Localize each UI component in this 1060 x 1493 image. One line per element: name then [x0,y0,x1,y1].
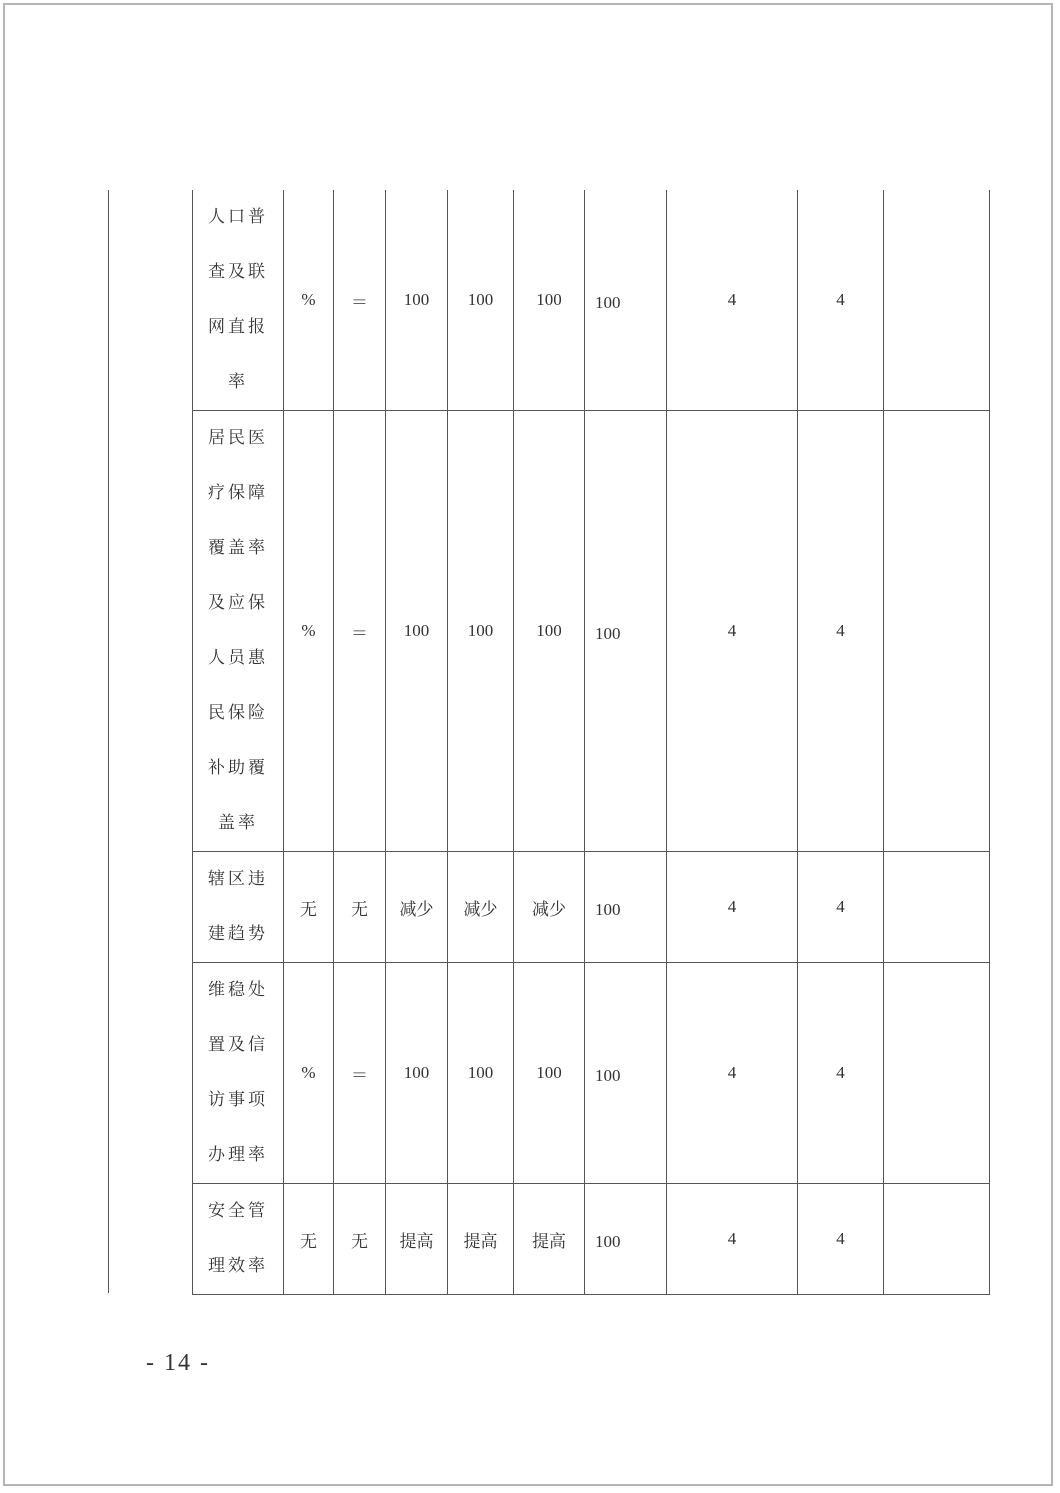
actual-value-cell: 100 [514,963,585,1184]
indicator-name-line: 辖区违 [208,869,268,889]
operator-cell: ＝ [334,963,386,1184]
weight-cell: 4 [667,852,798,963]
completion-rate-cell: 100 [585,411,667,852]
table-row [193,190,990,411]
indicator-name-line: 人员惠 [208,648,268,668]
weight-cell: 4 [667,1184,798,1295]
actual-value-cell: 减少 [514,852,585,963]
indicator-name-line: 置及信 [208,1035,268,1055]
outer-table-left-border [108,190,109,1293]
indicator-name-line: 查及联 [208,262,268,282]
target-value-cell: 100 [386,190,448,411]
target-value-cell: 100 [386,963,448,1184]
note-cell [884,852,990,963]
indicator-name-line: 盖率 [218,813,258,833]
unit-cell: % [284,411,334,852]
table-row [193,963,990,1184]
note-cell [884,411,990,852]
indicator-name-line: 维稳处 [208,980,268,1000]
unit-cell: % [284,190,334,411]
weight-cell: 4 [667,411,798,852]
indicator-name-line: 网直报 [208,317,268,337]
indicator-name-line: 建趋势 [208,924,268,944]
target-value-cell: 减少 [386,852,448,963]
indicator-name-cell [193,1184,284,1295]
operator-cell: ＝ [334,411,386,852]
expected-value-cell: 100 [448,190,514,411]
unit-cell: 无 [284,1184,334,1295]
target-value-cell: 100 [386,411,448,852]
score-cell: 4 [798,852,884,963]
indicator-name-line: 居民医 [208,428,268,448]
table-row [193,852,990,963]
weight-cell: 4 [667,963,798,1184]
page-number: - 14 - [146,1350,210,1376]
indicator-name-line: 补助覆 [208,758,268,778]
operator-cell: 无 [334,1184,386,1295]
indicator-name-line: 办理率 [208,1145,268,1165]
operator-cell: 无 [334,852,386,963]
performance-indicator-table [192,190,990,1295]
indicator-name-line: 疗保障 [208,483,268,503]
expected-value-cell: 100 [448,411,514,852]
note-cell [884,963,990,1184]
table-row [193,1184,990,1295]
indicator-name-line: 理效率 [208,1256,268,1276]
indicator-name-cell [193,852,284,963]
expected-value-cell: 100 [448,963,514,1184]
expected-value-cell: 提高 [448,1184,514,1295]
table-body [193,190,990,1295]
indicator-name-line: 民保险 [208,703,268,723]
score-cell: 4 [798,190,884,411]
score-cell: 4 [798,1184,884,1295]
score-cell: 4 [798,411,884,852]
note-cell [884,1184,990,1295]
indicator-name-line: 覆盖率 [208,538,268,558]
unit-cell: 无 [284,852,334,963]
note-cell [884,190,990,411]
completion-rate-cell: 100 [585,852,667,963]
score-cell: 4 [798,963,884,1184]
target-value-cell: 提高 [386,1184,448,1295]
actual-value-cell: 100 [514,411,585,852]
completion-rate-cell: 100 [585,190,667,411]
indicator-name-line: 率 [228,372,248,392]
indicator-name-line: 及应保 [208,593,268,613]
table-row [193,411,990,852]
completion-rate-cell: 100 [585,1184,667,1295]
indicator-name-line: 安全管 [208,1201,268,1221]
operator-cell: ＝ [334,190,386,411]
actual-value-cell: 提高 [514,1184,585,1295]
indicator-name-cell [193,190,284,411]
unit-cell: % [284,963,334,1184]
indicator-name-line: 人口普 [208,207,268,227]
actual-value-cell: 100 [514,190,585,411]
indicator-name-line: 访事项 [208,1090,268,1110]
indicator-name-cell [193,411,284,852]
completion-rate-cell: 100 [585,963,667,1184]
weight-cell: 4 [667,190,798,411]
expected-value-cell: 减少 [448,852,514,963]
indicator-name-cell [193,963,284,1184]
